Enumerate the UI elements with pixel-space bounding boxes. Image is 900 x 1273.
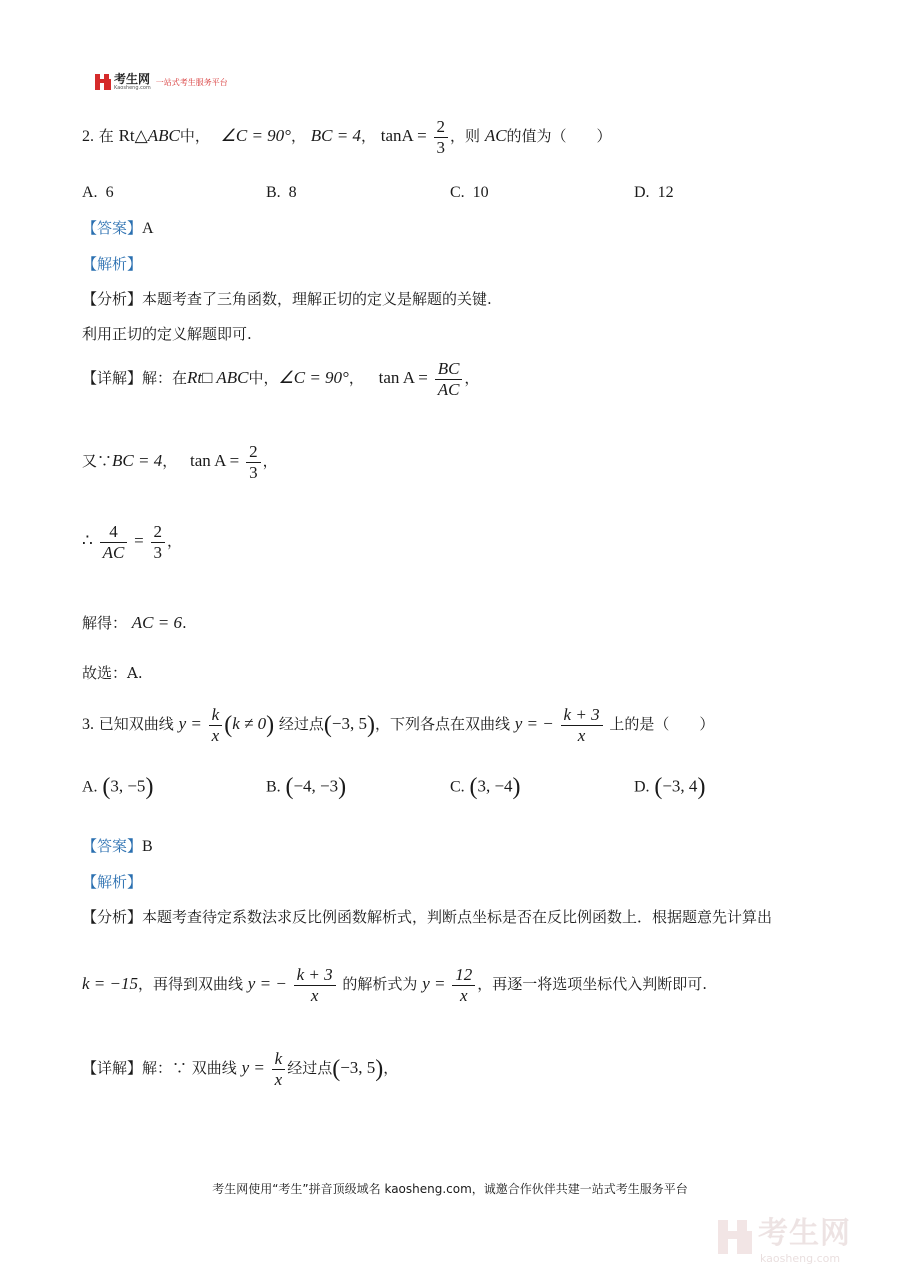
- logo-icon: [95, 74, 111, 90]
- q2-stem: 2. 在 Rt△ABC中， ∠C = 90°， BC = 4， tanA = $\frac{2}{3}$ ，则 AC的值为（ ）: [82, 116, 612, 157]
- q3-l2-fraction-2: $\frac{12}{x}$: [452, 965, 475, 1006]
- q2-therefore-fraction-2: $\frac{2}{3}$: [151, 522, 166, 563]
- q2-therefore-fraction-1: $\frac{4}{AC}$: [100, 522, 128, 563]
- q2-detail-tan-fraction: $\frac{BC}{AC}$: [435, 359, 463, 400]
- q3-option-b[interactable]: B. (−4, −3): [266, 774, 347, 800]
- q3-k-over-x: $\frac{k}{x}$: [209, 705, 223, 746]
- q3-analysis-tag: 【解析】: [82, 873, 143, 891]
- q3-k3-over-x: $\frac{k + 3}{x}$: [561, 705, 603, 746]
- q3-option-a[interactable]: A. (3, −5): [82, 774, 154, 800]
- q2-option-a[interactable]: A. 6: [82, 184, 114, 201]
- q3-l2-fraction-1: $\frac{k + 3}{x}$: [294, 965, 336, 1006]
- q2-fenxi: 【分析】本题考查了三角函数，理解正切的定义是解题的关键.: [82, 290, 492, 308]
- q2-tan-fraction: $\frac{2}{3}$: [434, 117, 449, 158]
- logo-name: 考生网: [114, 72, 151, 86]
- watermark-name: 考生网: [758, 1216, 851, 1251]
- q2-you-fraction: $\frac{2}{3}$: [246, 442, 261, 483]
- q3-option-c[interactable]: C. (3, −4): [450, 774, 521, 800]
- q2-choose: 故选：A.: [82, 664, 143, 682]
- q2-answer: 【答案】A: [82, 219, 154, 237]
- watermark: [718, 1208, 851, 1265]
- q2-therefore-line: ∴ $\frac{4}{AC}$ = $\frac{2}{3}$ ，: [82, 521, 183, 562]
- logo-url: Kaosheng.com: [114, 85, 151, 91]
- q3-answer: 【答案】B: [82, 837, 153, 855]
- q3-fenxi: 【分析】本题考查待定系数法求反比例函数解析式，判断点坐标是否在反比例函数上．根据题意先计算出: [82, 908, 773, 926]
- q3-detail-line: 【详解】解：∵ 双曲线 y = $\frac{k}{x}$ 经过点(−3, 5)，: [82, 1048, 399, 1089]
- q3-option-d[interactable]: D. (−3, 4): [634, 774, 706, 800]
- q2-fenxi-line2: 利用正切的定义解题即可.: [82, 325, 252, 343]
- q3-detail-fraction: $\frac{k}{x}$: [272, 1049, 286, 1090]
- q2-detail-line1: 【详解】解：在Rt□ ABC中，∠C = 90°， tan A = $\frac{BC}{AC}$ ，: [82, 358, 480, 399]
- q2-option-b[interactable]: B. 8: [266, 184, 297, 201]
- watermark-url: kaosheng.com: [760, 1252, 841, 1265]
- logo-slogan: 一站式考生服务平台: [155, 77, 228, 87]
- q2-detail-line2: 又∵BC = 4， tan A = $\frac{2}{3}$ ，: [82, 441, 278, 482]
- q2-option-d[interactable]: D. 12: [634, 184, 674, 201]
- q3-stem: 3. 已知双曲线 y = $\frac{k}{x}$ (k ≠ 0) 经过点(−3, 5)，下列各点在双曲线 y = − $\frac{k + 3}{x}$ 上的是（ ）: [82, 704, 715, 745]
- site-logo[interactable]: [95, 73, 228, 91]
- q2-solve-line: 解得： AC = 6.: [82, 613, 187, 632]
- q2-analysis-tag: 【解析】: [82, 255, 143, 273]
- watermark-logo-icon: [718, 1220, 752, 1254]
- q2-option-c[interactable]: C. 10: [450, 184, 489, 201]
- q3-fenxi-line2: k = −15，再得到双曲线 y = − $\frac{k + 3}{x}$ 的解析式为 y = $\frac{12}{x}$ ，再逐一将选项坐标代入判断即可.: [82, 964, 708, 1005]
- footer-text: 考生网使用“考生”拼音顶级域名 kaosheng.com，诚邀合作伙伴共建一站式考生服务平台: [212, 1182, 688, 1196]
